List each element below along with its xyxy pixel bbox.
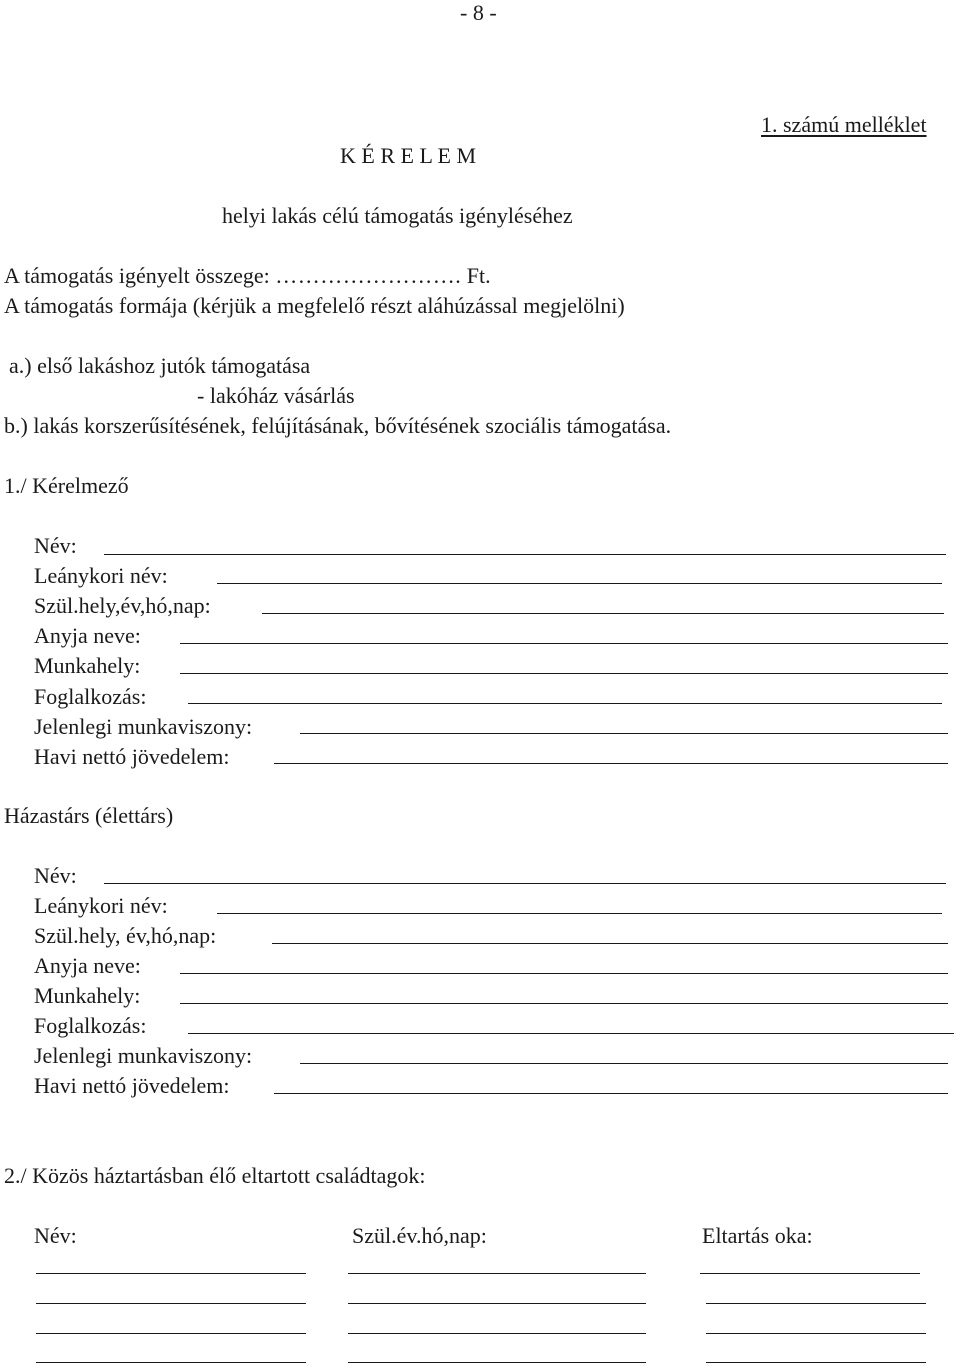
amount-row xyxy=(4,265,491,287)
dependent-4-name-field[interactable] xyxy=(36,1362,306,1363)
spouse-employment-field[interactable] xyxy=(300,1063,948,1064)
applicant-income-label: Havi nettó jövedelem: xyxy=(34,744,230,769)
dependents-col-reason: Eltartás oka: xyxy=(702,1223,813,1248)
applicant-birth-label: Szül.hely,év,hó,nap: xyxy=(34,593,211,618)
applicant-maiden-name-label: Leánykori név: xyxy=(34,563,168,588)
dependents-heading: 2./ Közös háztartásban élő eltartott családtagok: xyxy=(4,1163,426,1188)
applicant-heading: 1./ Kérelmező xyxy=(4,473,129,498)
spouse-maiden-name-label: Leánykori név: xyxy=(34,893,168,918)
spouse-mother-label: Anyja neve: xyxy=(34,953,141,978)
dependent-1-name-field[interactable] xyxy=(36,1273,306,1274)
spouse-heading: Házastárs (élettárs) xyxy=(4,803,174,828)
spouse-maiden-name-field[interactable] xyxy=(217,913,942,914)
applicant-employment-field[interactable] xyxy=(300,733,948,734)
applicant-mother-field[interactable] xyxy=(180,643,948,644)
spouse-income-field[interactable] xyxy=(274,1093,948,1094)
spouse-occupation-field[interactable] xyxy=(188,1033,954,1034)
applicant-name-label: Név: xyxy=(34,533,77,558)
dependent-4-reason-field[interactable] xyxy=(706,1362,926,1363)
spouse-name-field[interactable] xyxy=(104,883,946,884)
spouse-workplace-label: Munkahely: xyxy=(34,983,141,1008)
dependent-3-birth-field[interactable] xyxy=(348,1333,646,1334)
option-b[interactable]: b.) lakás korszerűsítésének, felújításának, bővítésének szociális támogatása. xyxy=(4,413,672,438)
dependent-1-reason-field[interactable] xyxy=(700,1273,920,1274)
dependent-3-reason-field[interactable] xyxy=(706,1333,926,1334)
applicant-mother-label: Anyja neve: xyxy=(34,623,141,648)
spouse-occupation-label: Foglalkozás: xyxy=(34,1013,147,1038)
option-a[interactable]: a.) első lakáshoz jutók támogatása xyxy=(9,353,311,378)
annex-label: 1. számú melléklet xyxy=(761,112,927,137)
dependent-1-birth-field[interactable] xyxy=(348,1273,646,1274)
applicant-income-field[interactable] xyxy=(274,763,948,764)
spouse-name-label: Név: xyxy=(34,863,77,888)
applicant-occupation-field[interactable] xyxy=(188,703,942,704)
dependent-4-birth-field[interactable] xyxy=(348,1362,646,1363)
applicant-birth-field[interactable] xyxy=(262,613,944,614)
applicant-workplace-label: Munkahely: xyxy=(34,653,141,678)
page-number: - 8 - xyxy=(460,0,497,25)
dependents-col-name: Név: xyxy=(34,1223,77,1248)
amount-unit: Ft. xyxy=(466,263,491,288)
applicant-employment-label: Jelenlegi munkaviszony: xyxy=(34,714,253,739)
form-subtitle: helyi lakás célú támogatás igényléséhez xyxy=(222,203,573,228)
applicant-maiden-name-field[interactable] xyxy=(217,583,942,584)
spouse-income-label: Havi nettó jövedelem: xyxy=(34,1073,230,1098)
option-a-sub[interactable]: - lakóház vásárlás xyxy=(197,383,355,408)
amount-dots-field[interactable]: ……………………. xyxy=(275,263,462,288)
form-title: K É R E L E M xyxy=(340,143,477,168)
spouse-birth-field[interactable] xyxy=(272,943,948,944)
dependent-3-name-field[interactable] xyxy=(36,1333,306,1334)
support-form-instruction: A támogatás formája (kérjük a megfelelő részt aláhúzással megjelölni) xyxy=(4,293,625,318)
amount-label: A támogatás igényelt összege: xyxy=(4,263,270,288)
applicant-workplace-field[interactable] xyxy=(180,673,948,674)
applicant-occupation-label: Foglalkozás: xyxy=(34,684,147,709)
dependent-2-reason-field[interactable] xyxy=(706,1303,926,1304)
spouse-employment-label: Jelenlegi munkaviszony: xyxy=(34,1043,253,1068)
spouse-mother-field[interactable] xyxy=(180,973,948,974)
dependents-col-birth: Szül.év.hó,nap: xyxy=(352,1223,487,1248)
spouse-birth-label: Szül.hely, év,hó,nap: xyxy=(34,923,217,948)
spouse-workplace-field[interactable] xyxy=(180,1003,948,1004)
dependent-2-birth-field[interactable] xyxy=(348,1303,646,1304)
dependent-2-name-field[interactable] xyxy=(36,1303,306,1304)
applicant-name-field[interactable] xyxy=(104,554,946,555)
